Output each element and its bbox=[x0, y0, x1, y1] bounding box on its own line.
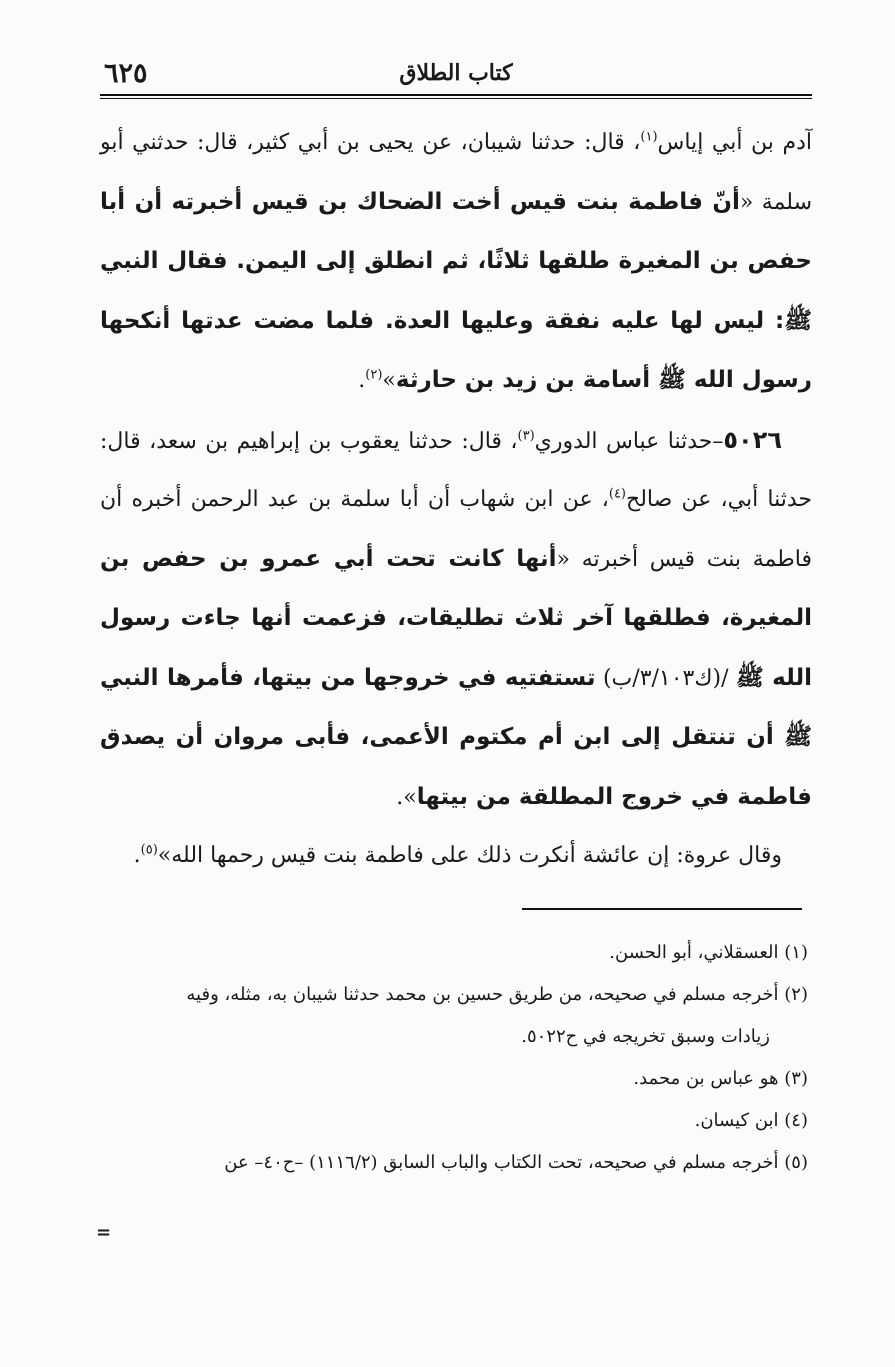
footnote-text: زيادات وسبق تخريجه في ح٥٠٢٢. bbox=[521, 1026, 770, 1047]
running-title: كتاب الطلاق bbox=[399, 60, 513, 86]
paragraph-3 bbox=[100, 827, 812, 886]
text-run: . bbox=[133, 843, 141, 868]
footnote-text: أخرجه مسلم في صحيحه، من طريق حسين بن محمد حدثنا شيبان به، مثله، وفيه bbox=[186, 984, 779, 1005]
text-run: » bbox=[382, 368, 396, 393]
footnote-text: العسقلاني، أبو الحسن. bbox=[609, 942, 779, 963]
footnote-number: (٥) bbox=[784, 1152, 808, 1173]
hadith-matn: أنها كانت تحت أبي عمرو بن حفص بن المغيرة، فطلقها آخر ثلاث تطليقات، فزعمت أنها جاءت رسول الله ﷺ bbox=[100, 545, 813, 691]
continuation-mark: = bbox=[96, 1222, 112, 1243]
text-run: آدم بن أبي إياس bbox=[657, 130, 812, 155]
page-number: ٦٢٥ bbox=[104, 58, 148, 89]
hadith-matn: تستفتيه في خروجها من بيتها، فأمرها النبي ﷺ أن تنتقل إلى ابن أم مكتوم الأعمى، فأبى مروان أن يصدق فاطمة في خروج المطلقة من بيتها bbox=[100, 664, 812, 810]
text-run: وقال عروة: إن عائشة أنكرت ذلك على فاطمة بنت قيس رحمها الله» bbox=[157, 843, 782, 868]
manuscript-ref: /(ك٣/١٠٣/ب) bbox=[595, 665, 736, 691]
text-run: ، قال: حدثنا يعقوب بن إبراهيم بن سعد، قال: حدثنا أبي، عن صالح bbox=[100, 428, 812, 512]
text-run: ». bbox=[396, 784, 417, 810]
footnote-ref-4[interactable]: (٤) bbox=[608, 486, 626, 502]
text-run: ، عن ابن شهاب أن أبا سلمة بن عبد الرحمن أخبره أن فاطمة بنت قيس أخبرته « bbox=[100, 487, 812, 572]
paragraph-2 bbox=[100, 411, 812, 828]
footnote-ref-3[interactable]: (٣) bbox=[517, 428, 535, 444]
paragraph-1 bbox=[100, 114, 812, 411]
text-run: –حدثنا عباس الدوري bbox=[534, 428, 724, 454]
footnote-ref-5[interactable]: (٥) bbox=[140, 842, 158, 858]
footnote-ref-1[interactable]: (١) bbox=[640, 129, 658, 145]
header-rule bbox=[100, 94, 812, 99]
footnote-2 bbox=[100, 974, 808, 1016]
footnote-1 bbox=[100, 932, 808, 974]
footnote-4 bbox=[100, 1100, 808, 1142]
text-run: . bbox=[358, 368, 366, 393]
footnote-text: أخرجه مسلم في صحيحه، تحت الكتاب والباب السابق (١١١٦/٢) –ح٤٠– عن bbox=[224, 1152, 779, 1173]
page-header bbox=[100, 58, 812, 96]
footnote-ref-2[interactable]: (٢) bbox=[365, 367, 383, 383]
footnote-3 bbox=[100, 1058, 808, 1100]
footnote-number: (٣) bbox=[784, 1068, 808, 1089]
footnote-2-continuation bbox=[100, 1016, 808, 1058]
footnote-text: ابن كيسان. bbox=[694, 1110, 779, 1131]
hadith-matn: أنّ فاطمة بنت قيس أخت الضحاك بن قيس أخبرته أن أبا حفص بن المغيرة طلقها ثلاثًا، ثم انطلق إلى اليمن. فقال النبي ﷺ: ليس لها عليه نفقة وعليها العدة. فلما مضت عدتها أنكحها رسول الله ﷺ أسامة بن زيد بن حارثة bbox=[100, 188, 812, 393]
footnote-separator bbox=[522, 908, 802, 910]
footnote-number: (٤) bbox=[784, 1110, 808, 1131]
hadith-number: ٥٠٢٦ bbox=[723, 425, 782, 454]
footnote-number: (٢) bbox=[784, 984, 808, 1005]
main-text bbox=[100, 114, 812, 886]
footnote-number: (١) bbox=[784, 942, 808, 963]
footnote-5 bbox=[100, 1142, 808, 1184]
footnote-text: هو عباس بن محمد. bbox=[633, 1068, 779, 1089]
footnotes bbox=[100, 932, 808, 1184]
text-run: ، قال: حدثنا شيبان، عن يحيى بن أبي كثير، قال: حدثني أبو سلمة « bbox=[100, 130, 812, 215]
